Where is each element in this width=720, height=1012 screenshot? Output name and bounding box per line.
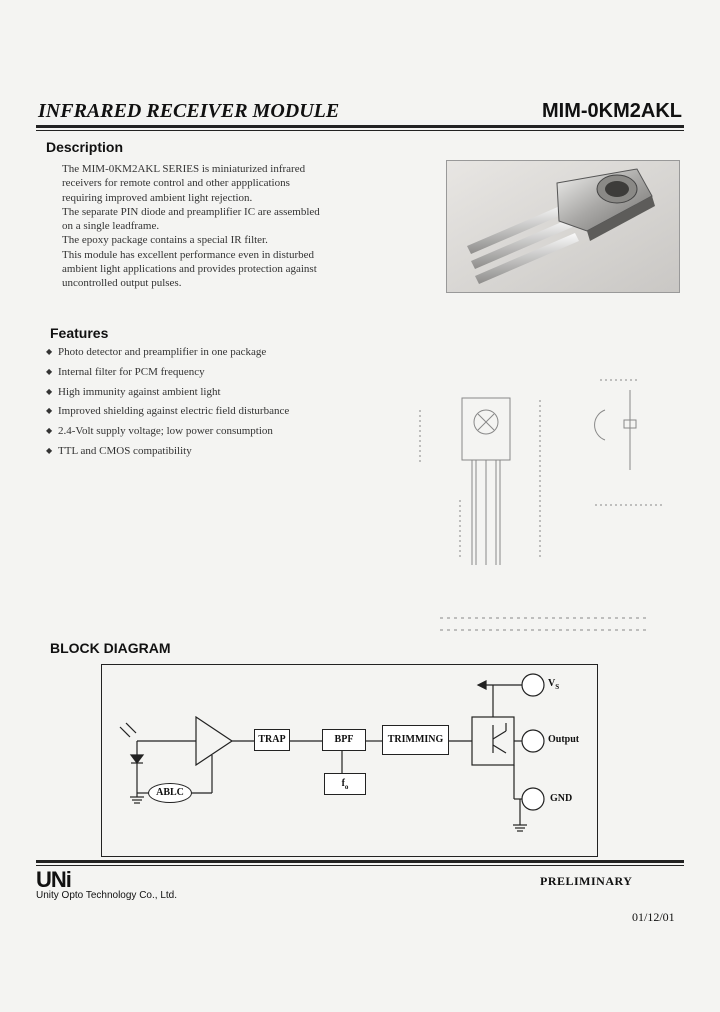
document-date: 01/12/01	[632, 910, 675, 924]
package-dimension-drawing	[380, 340, 670, 640]
bullet-icon: ◆	[46, 347, 53, 356]
fo-block	[324, 773, 366, 795]
list-item: ◆ 2.4-Volt supply voltage; low power consumption	[46, 425, 273, 438]
description-line: The epoxy package contains a special IR filter.	[62, 234, 268, 247]
list-item: ◆ Improved shielding against electric field disturbance	[46, 405, 290, 418]
block-diagram	[101, 664, 598, 857]
description-line: on a single leadframe.	[62, 220, 160, 233]
gnd-pin-label: GND	[550, 793, 573, 804]
description-line: uncontrolled output pulses.	[62, 277, 182, 290]
ablc-block: ABLC	[148, 783, 192, 803]
bullet-icon: ◆	[46, 406, 53, 416]
description-heading: Description	[46, 139, 124, 155]
trap-block: TRAP	[254, 729, 290, 751]
features-list	[46, 346, 289, 465]
bullet-icon: ◆	[46, 426, 53, 436]
list-item: ◆ Photo detector and preamplifier in one package	[46, 346, 267, 358]
bullet-icon: ◆	[46, 386, 53, 396]
description-line: The MIM-0KM2AKL SERIES is miniaturized infrared	[62, 163, 306, 175]
product-photo	[446, 160, 680, 293]
bpf-block: BPF	[322, 729, 366, 751]
block-diagram-heading: BLOCK DIAGRAM	[50, 640, 171, 656]
description-line: The separate PIN diode and preamplifier IC are assembled	[62, 205, 320, 218]
footer-rule-thin	[36, 865, 684, 866]
fo-subscript: o	[344, 783, 349, 791]
header-rule	[36, 125, 684, 128]
bullet-icon: ◆	[46, 366, 53, 376]
block-diagram-wiring	[102, 665, 599, 858]
description-line: receivers for remote control and other appplications	[62, 177, 290, 190]
model-number: MIM-0KM2AKL	[542, 100, 682, 122]
fo-label: f	[341, 778, 345, 789]
description-line: This module has excellent performance even in disturbed	[62, 248, 314, 261]
list-item: ◆ TTL and CMOS compatibility	[46, 444, 192, 457]
description-line: ambient light applications and provides protection against	[62, 263, 317, 276]
company-name: Unity Opto Technology Co., Ltd.	[36, 890, 178, 901]
vs-pin-label: $V_S$	[548, 678, 560, 691]
document-status: PRELIMINARY	[540, 874, 633, 888]
header-rule-thin	[36, 130, 684, 131]
trimming-block: TRIMMING	[382, 725, 449, 755]
features-heading: Features	[50, 325, 109, 341]
description-line: requiring improved ambient light rejection.	[62, 191, 253, 204]
footer-rule	[36, 860, 684, 863]
document-title: INFRARED RECEIVER MODULE	[38, 100, 340, 122]
list-item: ◆ Internal filter for PCM frequency	[46, 365, 205, 378]
description-text	[62, 162, 362, 291]
list-item: ◆ High immunity against ambient light	[46, 385, 221, 398]
company-logo: UNi	[36, 867, 71, 892]
bullet-icon: ◆	[46, 445, 53, 455]
output-pin-label: Output	[548, 734, 580, 745]
